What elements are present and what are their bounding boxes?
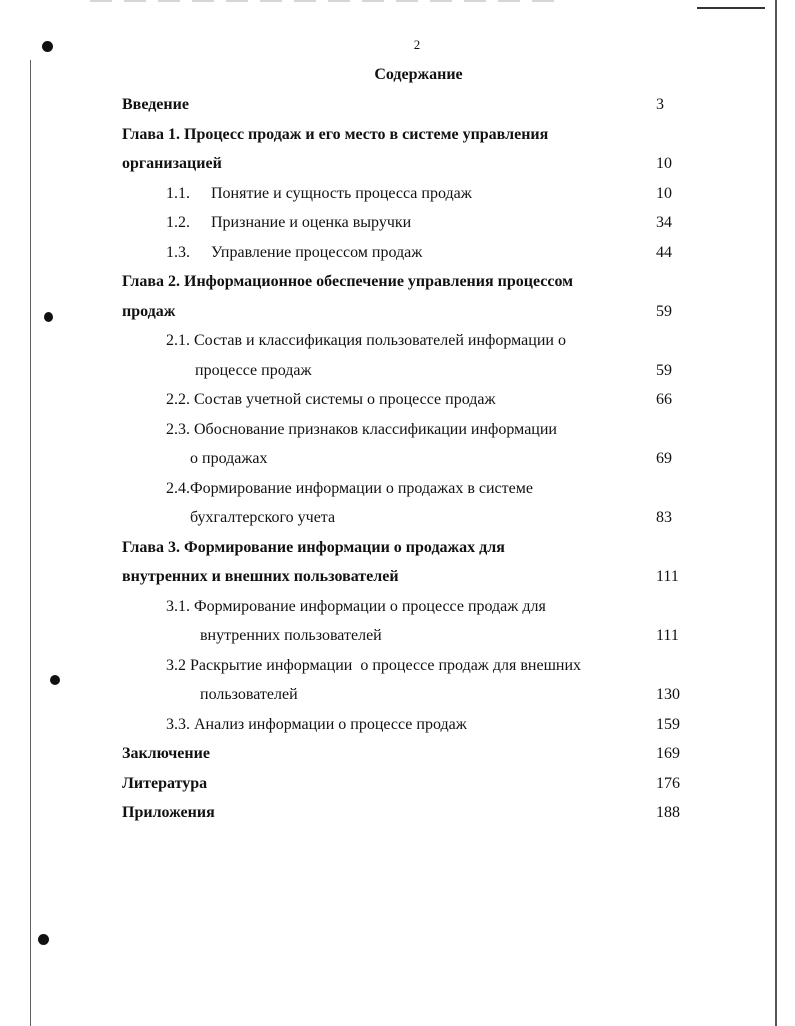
toc-entry-3-3[interactable]: [0, 710, 795, 740]
toc-entry-text: 2.1. Состав и классификация пользователей информации о: [166, 332, 566, 349]
toc-entry-chapter-1[interactable]: [0, 120, 795, 150]
page-number: 2: [413, 37, 421, 52]
toc-page-ref: 34: [656, 214, 672, 231]
toc-entry-2-3-cont[interactable]: [0, 444, 795, 474]
toc-entry-text: 2.2. Состав учетной системы о процессе продаж: [166, 391, 496, 408]
toc-entry-3-1-cont[interactable]: [0, 621, 795, 651]
toc-entry-chapter-2[interactable]: [0, 267, 795, 297]
toc-page-ref: 44: [656, 243, 672, 261]
toc-entry-1-3[interactable]: [0, 238, 795, 268]
scan-artifact-top-right: [697, 7, 765, 9]
toc-entry-chapter-3[interactable]: [0, 533, 795, 563]
toc-entry-1-1[interactable]: [0, 179, 795, 209]
toc-entry-chapter-3-cont[interactable]: [0, 562, 795, 592]
toc-entry-text: Глава 1. Процесс продаж и его место в системе управления: [122, 125, 549, 143]
toc-page-ref: 130: [656, 686, 680, 703]
toc-entry-text: Приложения: [122, 804, 215, 821]
punch-hole-icon: [42, 41, 53, 52]
toc-entry-text: Глава 2. Информационное обеспечение управления процессом: [122, 273, 574, 290]
toc-entry-appendices[interactable]: [0, 798, 795, 828]
toc-entry-text: о продажах: [190, 450, 268, 467]
toc-entry-text: Введение: [122, 96, 189, 113]
toc-entry-text: продаж: [122, 302, 176, 320]
toc-entry-number: 1.3.: [166, 243, 190, 261]
toc-page-ref: 69: [656, 450, 672, 467]
toc-page-ref: 3: [656, 96, 664, 113]
toc-entry-2-4-cont[interactable]: [0, 503, 795, 533]
toc-entry-literature[interactable]: [0, 769, 795, 799]
toc-entry-text: 2.3. Обоснование признаков классификации информации: [166, 420, 557, 438]
toc-entry-number: 1.2.: [166, 214, 190, 231]
toc-entry-3-1[interactable]: [0, 592, 795, 622]
toc-entry-text: 3.2 Раскрытие информации о процессе продаж для внешних: [166, 656, 582, 674]
toc-entry-2-1[interactable]: [0, 326, 795, 356]
toc-entry-3-2[interactable]: [0, 651, 795, 681]
toc-entry-2-1-cont[interactable]: [0, 356, 795, 386]
toc-page-ref: 59: [656, 302, 672, 320]
toc-page-ref: 83: [656, 509, 672, 526]
toc-page-ref: 66: [656, 391, 672, 408]
scan-artifact-top: [90, 0, 560, 2]
table-of-contents: [0, 90, 795, 828]
toc-entry-text: процессе продаж: [195, 361, 312, 379]
toc-entry-text: 3.3. Анализ информации о процессе продаж: [166, 715, 467, 733]
toc-entry-text: Признание и оценка выручки: [211, 214, 412, 231]
toc-entry-text: Управление процессом продаж: [211, 243, 423, 261]
toc-entry-text: Понятие и сущность процесса продаж: [211, 184, 472, 202]
toc-entry-text: организацией: [122, 155, 222, 172]
toc-entry-text: 3.1. Формирование информации о процессе продаж для: [166, 597, 546, 615]
toc-entry-chapter-2-cont[interactable]: [0, 297, 795, 327]
toc-entry-text: пользователей: [200, 686, 298, 703]
toc-entry-text: внутренних пользователей: [200, 627, 382, 644]
toc-page-ref: 111: [656, 627, 679, 644]
toc-entry-text: внутренних и внешних пользователей: [122, 568, 399, 585]
toc-entry-2-4[interactable]: [0, 474, 795, 504]
toc-entry-text: Глава 3. Формирование информации о продажах для: [122, 538, 505, 556]
toc-page-ref: 176: [656, 774, 680, 792]
toc-entry-3-2-cont[interactable]: [0, 680, 795, 710]
toc-page-ref: 188: [656, 804, 680, 821]
toc-page-ref: 159: [656, 715, 680, 733]
toc-entry-text: Заключение: [122, 745, 210, 762]
toc-entry-intro[interactable]: [0, 90, 795, 120]
toc-page-ref: 169: [656, 745, 680, 762]
toc-page-ref: 10: [656, 155, 672, 172]
page-title: Содержание: [374, 66, 463, 83]
toc-entry-text: бухгалтерского учета: [190, 509, 336, 526]
toc-entry-2-2[interactable]: [0, 385, 795, 415]
toc-entry-text: Литература: [122, 774, 208, 792]
toc-page-ref: 10: [656, 184, 672, 202]
toc-entry-2-3[interactable]: [0, 415, 795, 445]
toc-entry-1-2[interactable]: [0, 208, 795, 238]
toc-entry-number: 1.1.: [166, 184, 190, 202]
toc-entry-conclusion[interactable]: [0, 739, 795, 769]
toc-page-ref: 59: [656, 361, 672, 379]
punch-hole-icon: [38, 934, 49, 945]
toc-page-ref: 111: [656, 568, 679, 585]
toc-entry-text: 2.4.Формирование информации о продажах в системе: [166, 479, 533, 497]
toc-entry-chapter-1-cont[interactable]: [0, 149, 795, 179]
